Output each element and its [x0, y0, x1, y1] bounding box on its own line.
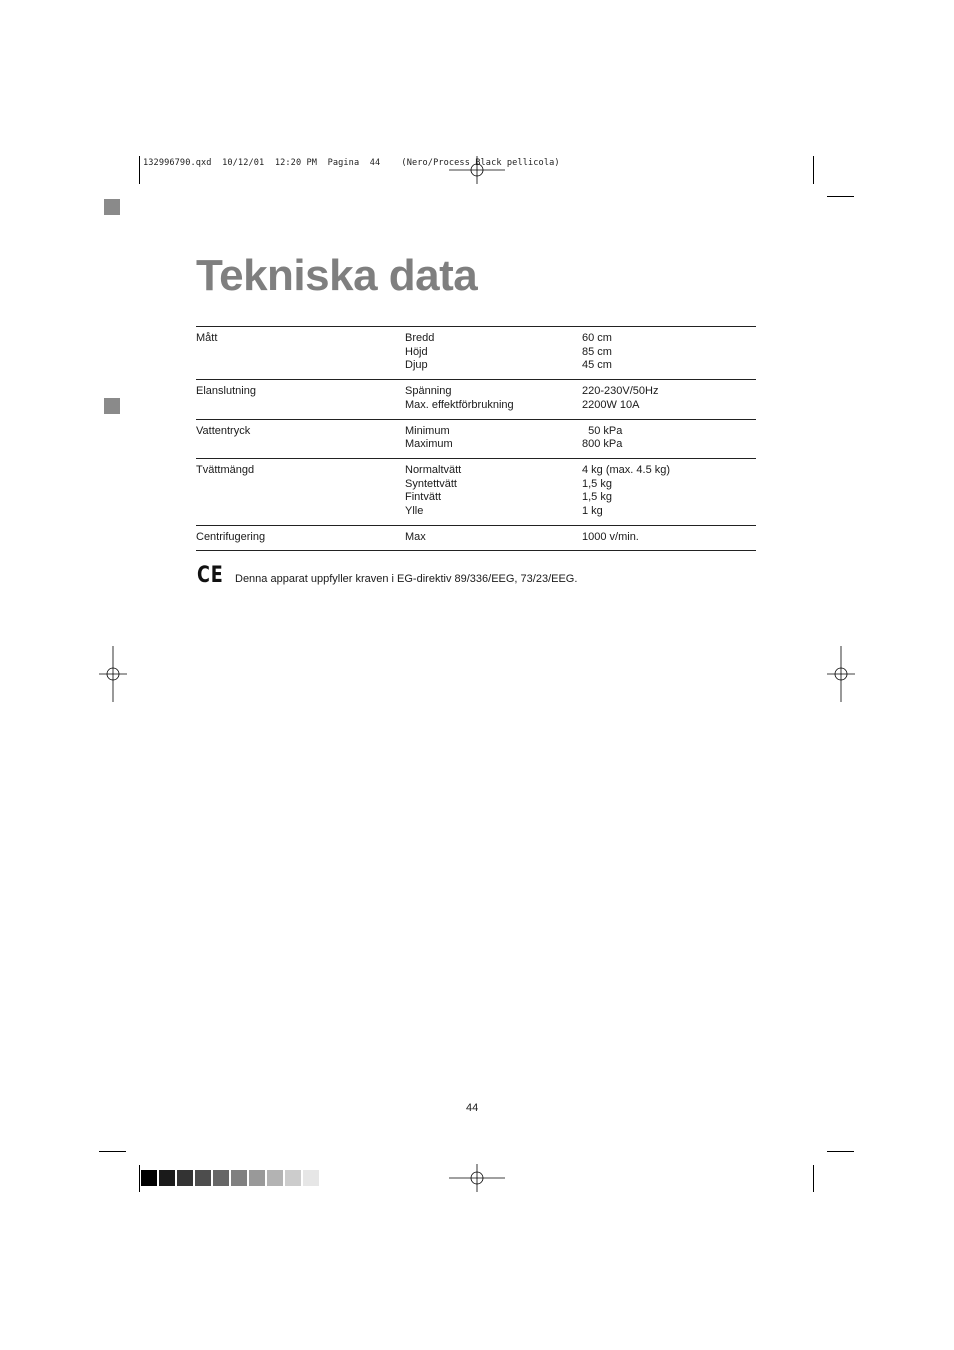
color-swatch	[303, 1170, 319, 1186]
spec-row	[196, 379, 756, 418]
spec-name: Minimum	[405, 424, 450, 437]
page-title: Tekniska data	[196, 251, 478, 300]
spec-label: Vattentryck	[196, 424, 251, 437]
spec-row	[196, 525, 756, 552]
spec-label: Tvättmängd	[196, 463, 255, 476]
spec-values	[582, 385, 756, 412]
spec-name: Spänning	[405, 385, 452, 398]
spec-names	[405, 385, 582, 412]
registration-mark-right	[827, 646, 855, 702]
spec-value: 2200W 10A	[582, 398, 640, 411]
spec-names	[405, 332, 582, 373]
spec-name: Höjd	[405, 345, 428, 358]
registration-mark-left	[99, 646, 127, 702]
crop-mark-top-right-h	[827, 196, 854, 197]
page-number: 44	[466, 1102, 479, 1114]
spec-value: 4 kg (max. 4.5 kg)	[582, 463, 671, 476]
spec-name: Bredd	[405, 332, 435, 344]
spec-names	[405, 464, 582, 519]
spec-row	[196, 458, 756, 525]
print-slug: 132996790.qxd 10/12/01 12:20 PM Pagina 44 (Nero/Process Black pellicola)	[143, 158, 560, 168]
ce-mark-icon: CE	[197, 563, 224, 588]
spec-name: Syntettvätt	[405, 477, 457, 490]
margin-square-top	[104, 199, 120, 215]
color-swatch	[141, 1170, 157, 1186]
color-calibration-bar	[141, 1170, 319, 1186]
spec-label: Elanslutning	[196, 385, 256, 398]
margin-square-middle	[104, 398, 120, 414]
spec-names	[405, 531, 582, 545]
spec-value: 45 cm	[582, 359, 612, 372]
color-swatch	[159, 1170, 175, 1186]
spec-value: 1000 v/min.	[582, 530, 639, 543]
crop-mark-bottom-left-h	[99, 1151, 126, 1152]
spec-value: 1 kg	[582, 505, 603, 518]
spec-name: Maximum	[405, 438, 453, 451]
spec-values	[582, 332, 756, 373]
spec-name: Fintvätt	[405, 491, 442, 504]
spec-row	[196, 419, 756, 458]
spec-name: Max. effektförbrukning	[405, 398, 514, 411]
crop-mark-top-right	[813, 156, 814, 184]
color-swatch	[177, 1170, 193, 1186]
color-swatch	[249, 1170, 265, 1186]
spec-values	[582, 425, 756, 452]
spec-value: 1,5 kg	[582, 491, 612, 504]
crop-mark-bottom-left	[139, 1165, 140, 1192]
color-swatch	[213, 1170, 229, 1186]
spec-row	[196, 326, 756, 379]
spec-names	[405, 425, 582, 452]
spec-values	[582, 464, 756, 519]
spec-value: 85 cm	[582, 345, 612, 358]
spec-value: 60 cm	[582, 332, 612, 344]
spec-label: Centrifugering	[196, 530, 266, 543]
spec-value: 800 kPa	[582, 438, 623, 451]
color-swatch	[231, 1170, 247, 1186]
ce-compliance-note: Denna apparat uppfyller kraven i EG-direktiv 89/336/EEG, 73/23/EEG.	[235, 573, 578, 585]
crop-mark-bottom-right-h	[827, 1151, 854, 1152]
crop-mark-bottom-right	[813, 1165, 814, 1192]
registration-mark-bottom	[449, 1164, 505, 1192]
spec-name: Djup	[405, 359, 428, 372]
spec-label: Mått	[196, 332, 218, 344]
spec-value: 50 kPa	[582, 424, 623, 437]
spec-name: Max	[405, 530, 426, 543]
spec-table	[196, 326, 756, 551]
spec-name: Ylle	[405, 505, 424, 518]
color-swatch	[267, 1170, 283, 1186]
spec-value: 220-230V/50Hz	[582, 385, 659, 398]
spec-value: 1,5 kg	[582, 477, 612, 490]
spec-values	[582, 531, 756, 545]
crop-mark-top-left	[139, 156, 140, 184]
spec-name: Normaltvätt	[405, 463, 462, 476]
color-swatch	[195, 1170, 211, 1186]
color-swatch	[285, 1170, 301, 1186]
